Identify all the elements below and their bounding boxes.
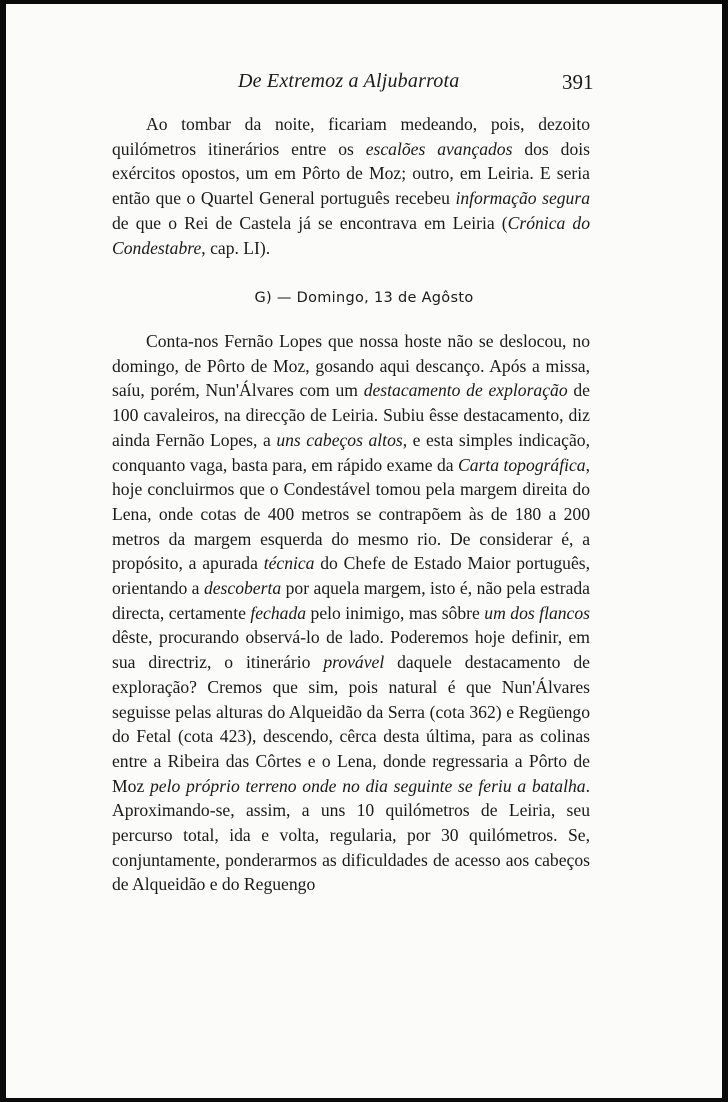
running-head <box>6 66 722 96</box>
emphasis-5: descoberta <box>203 578 282 599</box>
emphasis-7: um dos flancos <box>484 602 591 623</box>
emphasis-informacao: informação segura <box>455 188 590 209</box>
emphasis-2: uns cabeços altos <box>276 429 403 450</box>
emphasis-1: destacamento de exploração <box>363 380 568 401</box>
emphasis-8: provável <box>323 652 385 673</box>
emphasis-6: fechada <box>250 602 307 623</box>
running-title: De Extremoz a Aljubarrota <box>238 70 460 92</box>
book-page <box>6 4 722 1098</box>
emphasis-3: Carta topográfica <box>458 454 586 475</box>
emphasis-9: pelo próprio terreno onde no dia seguinte se feriu a batalha <box>149 775 586 796</box>
emphasis-cronica: Crónica do Condestabre <box>112 212 590 258</box>
paragraph-2 <box>112 329 590 897</box>
paragraph-2-text: Conta-nos Fernão Lopes que nossa hoste não se deslocou, no domingo, de Pôrto de Moz, gosando aqui descanço. Após a missa, saíu, porém, Nun'Álvares com um destacamento de exploração de 100 cavaleiros, na direcção de Leiria. Subiu êsse destacamento, diz ainda Fernão Lopes, a uns cabeços altos, e esta simples indicação, conquanto vaga, basta para, em rápido exame da Carta topográfica, hoje concluirmos que o Condestável tomou pela margem direita do Lena, onde cotas de 400 metros se contrapõem às de 180 a 200 metros da margem esquerda do mesmo rio. De considerar é, a propósito, a apurada técnica do Chefe de Estado Maior português, orientando a descoberta por aquela margem, isto é, não pela estrada directa, certamente fechada pelo inimigo, mas sôbre um dos flancos dêste, procurando observá-lo de lado. Poderemos hoje definir, em sua directriz, o itinerário provável daquele destacamento de exploração? Cremos que sim, pois natural é que Nun'Álvares seguisse pelas alturas do Alqueidão da Serra (cota 362) e Regüengo do Fetal (cota 423), descendo, cêrca desta última, para as colinas entre a Ribeira das Côrtes e o Lena, donde regressaria a Pôrto de Moz pelo próprio terreno onde no dia seguinte se feriu a batalha. Aproximando-se, assim, a uns 10 quilómetros de Leiria, seu percurso total, ida e volta, regularia, por 30 quilómetros. Se, conjuntamente, ponderarmos as dificuldades de acesso aos cabeços de Alqueidão e do Reguengo <box>112 331 591 895</box>
section-heading: G) — Domingo, 13 de Agôsto <box>254 290 474 306</box>
page-number: 391 <box>562 70 594 94</box>
emphasis-4: técnica <box>263 553 315 574</box>
paragraph-1-text: Ao tombar da noite, ficariam medeando, pois, dezoito quilómetros itinerários entre os escalões avançados dos dois exércitos opostos, um em Pôrto de Moz; outro, em Leiria. E seria então que o Quartel General português recebeu informação segura de que o Rei de Castela já se encontrava em Leiria (Crónica do Condestabre, cap. LI). <box>112 114 590 258</box>
emphasis-escaloes: escalões avançados <box>365 138 513 159</box>
paragraph-1 <box>112 112 590 260</box>
